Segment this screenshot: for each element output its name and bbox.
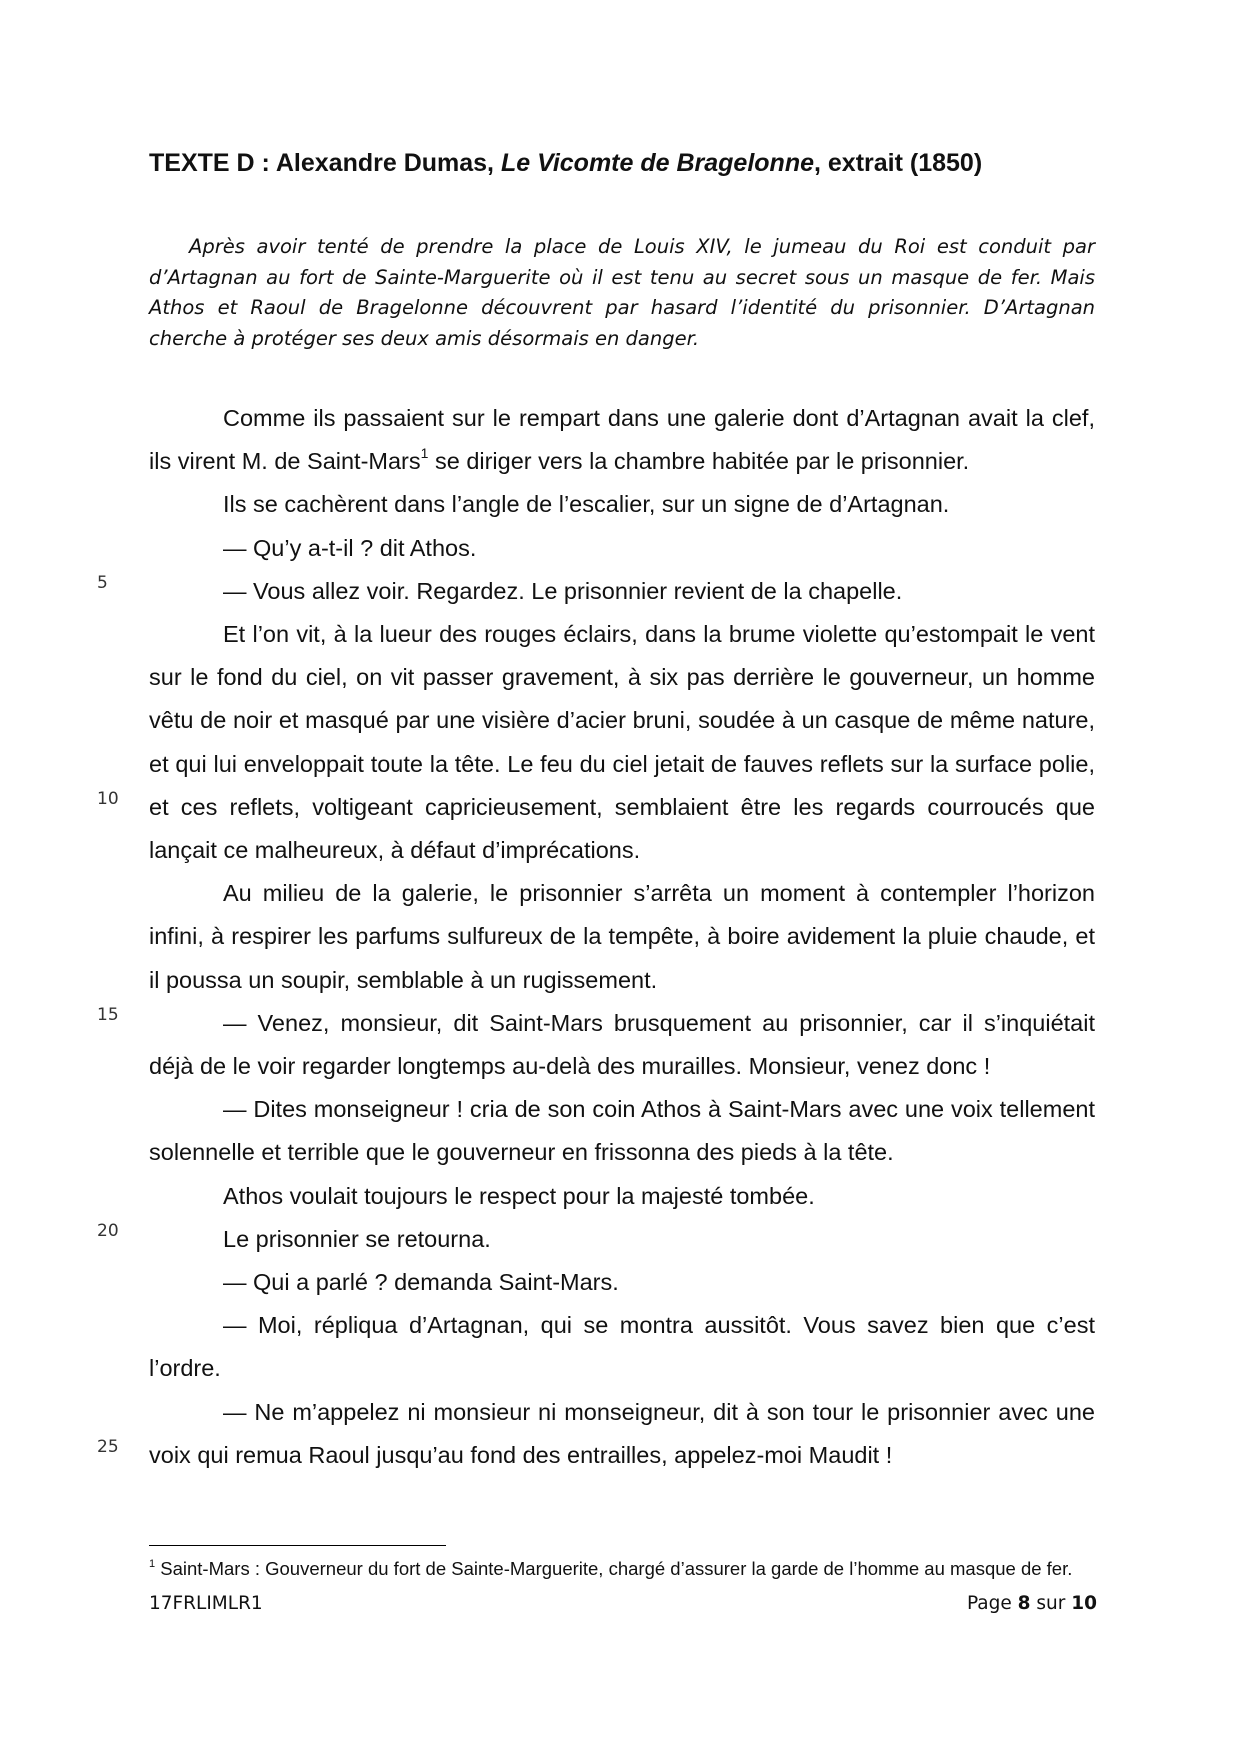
paragraph-7: — Venez, monsieur, dit Saint-Mars brusquement au prisonnier, car il s’inquiétait déjà de le voir regarder longtemps au-delà des murailles. Monsieur, venez donc ! — [149, 1009, 1095, 1080]
page-sep: sur — [1030, 1593, 1072, 1614]
footnote — [149, 1558, 1095, 1580]
paragraph-2: Ils se cachèrent dans l’angle de l’escalier, sur un signe de d’Artagnan. — [223, 491, 950, 518]
title-suffix: , extrait (1850) — [814, 149, 983, 177]
paragraph-12: — Moi, répliqua d’Artagnan, qui se montra aussitôt. Vous savez bien que c’est l’ordre. — [149, 1312, 1095, 1382]
title-work: Le Vicomte de Bragelonne — [500, 149, 814, 177]
paragraph-11: — Qui a parlé ? demanda Saint-Mars. — [223, 1269, 619, 1296]
footnote-divider — [149, 1545, 446, 1546]
line-number-25: 25 — [97, 1437, 119, 1457]
page-current: 8 — [1017, 1593, 1031, 1614]
text-title — [149, 148, 1099, 178]
paragraph-1-part-b: se diriger vers la chambre habitée par le prisonnier. — [428, 448, 970, 475]
page-indicator — [967, 1593, 1097, 1614]
line-number-15: 15 — [97, 1005, 119, 1025]
paragraph-8: — Dites monseigneur ! cria de son coin Athos à Saint-Mars avec une voix tellement solennelle et terrible que le gouverneur en frissonna des pieds à la tête. — [149, 1096, 1095, 1166]
paragraph-3: — Qu’y a-t-il ? dit Athos. — [223, 534, 477, 561]
footnote-marker: 1 — [149, 1557, 156, 1570]
title-prefix: TEXTE D : Alexandre Dumas, — [149, 149, 501, 177]
document-code: 17FRLIMLR1 — [149, 1593, 263, 1614]
line-number-20: 20 — [97, 1221, 119, 1241]
paragraph-6: Au milieu de la galerie, le prisonnier s’arrêta un moment à contempler l’horizon infini, à respirer les parfums sulfureux de la tempête, à boire avidement la pluie chaude, et il poussa un soupir, semblable à un rugissement. — [149, 880, 1095, 993]
footnote-text: Saint-Mars : Gouverneur du fort de Sainte-Marguerite, chargé d’assurer la garde de l’homme au masque de fer. — [155, 1558, 1073, 1579]
paragraph-4: — Vous allez voir. Regardez. Le prisonnier revient de la chapelle. — [223, 577, 903, 604]
line-number-10: 10 — [97, 789, 119, 809]
paragraph-9: Athos voulait toujours le respect pour la majesté tombée. — [223, 1182, 815, 1209]
intro-paragraph: Après avoir tenté de prendre la place de Louis XIV, le jumeau du Roi est conduit par d’Artagnan au fort de Sainte-Marguerite où il est tenu au secret sous un masque de fer. Mais Athos et Raoul de Bragelonne découvrent par hasard l’identité du prisonnier. D’Artagnan cherche à protéger ses deux amis désormais en danger. — [149, 235, 1095, 350]
paragraph-5: Et l’on vit, à la lueur des rouges éclairs, dans la brume violette qu’estompait le vent sur le fond du ciel, on vit passer gravement, à six pas derrière le gouverneur, un homme vêtu de noir et masqué par une visière d’acier bruni, soudée à un casque de même nature, et qui lui enveloppait toute la tête. Le feu du ciel jetait de fauves reflets sur la surface polie, et ces reflets, voltigeant capricieusement, semblaient être les regards courroucés que lançait ce malheureux, à défaut d’imprécations. — [149, 621, 1095, 864]
line-number-5: 5 — [97, 573, 108, 593]
page-total: 10 — [1071, 1593, 1097, 1614]
paragraph-13: — Ne m’appelez ni monsieur ni monseigneur, dit à son tour le prisonnier avec une voix qui remua Raoul jusqu’au fond des entrailles, appelez-moi Maudit ! — [149, 1398, 1095, 1468]
page-word: Page — [966, 1593, 1018, 1614]
paragraph-1-part-a: Comme ils passaient sur le rempart dans une galerie dont d’Artagnan avait la clef, ils virent M. de Saint-Mars — [149, 405, 1095, 475]
paragraph-1 — [149, 397, 1095, 483]
excerpt-body — [149, 397, 1095, 1477]
footnote-ref: 1 — [420, 445, 429, 462]
paragraph-10: Le prisonnier se retourna. — [223, 1225, 491, 1252]
